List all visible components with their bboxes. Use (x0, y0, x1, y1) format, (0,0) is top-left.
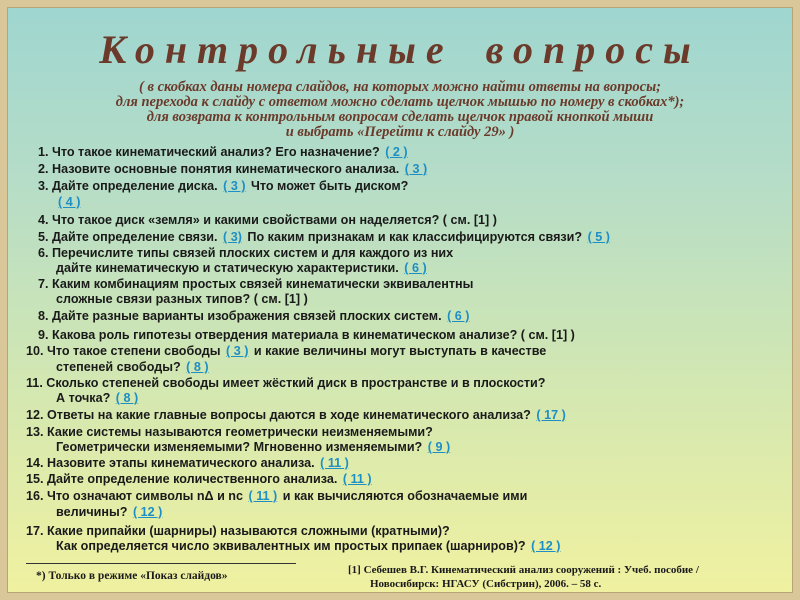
question-14 (26, 455, 351, 471)
slide-link[interactable]: ( 12 ) (531, 539, 561, 553)
question-10-cont (56, 359, 211, 375)
slide-title (8, 26, 792, 73)
question-7-cont (56, 291, 308, 307)
question-text: дайте кинематическую и статическую характеристики. (56, 261, 399, 275)
slide-link[interactable]: ( 8 ) (115, 391, 139, 405)
slide-link[interactable]: ( 6 ) (447, 309, 470, 323)
slide-link[interactable]: ( 2 ) (385, 145, 408, 159)
question-text: Как определяется число эквивалентных им простых припаек (шарниров)? (56, 539, 526, 553)
question-text: 9. Какова роль гипотезы отвердения материала в кинематическом анализе? ( см. [1] ) (38, 328, 575, 342)
question-17-cont (56, 538, 563, 554)
question-text: 6. Перечислите типы связей плоских систем и для каждого из них (38, 246, 454, 260)
question-6-cont (56, 260, 429, 276)
slide-link[interactable]: ( 5 ) (587, 230, 610, 244)
question-text: 4. Что такое диск «земля» и какими свойствами он наделяется? ( см. [1] ) (38, 213, 497, 227)
subtitle-line-2: для перехода к слайду с ответом можно сделать щелчок мышью по номеру в скобках*); (115, 94, 685, 110)
question-11 (26, 375, 545, 391)
question-3 (38, 178, 408, 194)
question-text: 14. Назовите этапы кинематического анализа. (26, 456, 315, 470)
question-text: 13. Какие системы называются геометрически неизменяемыми? (26, 425, 433, 439)
question-text: сложные связи разных типов? ( см. [1] ) (56, 292, 308, 306)
question-text: 10. Что такое степени свободы (26, 344, 221, 358)
slide-link[interactable]: ( 4 ) (58, 195, 81, 209)
slide-link[interactable]: ( 8 ) (186, 360, 209, 374)
subtitle-line-1: ( в скобках даны номера слайдов, на которых можно найти ответы на вопросы; (139, 79, 661, 95)
slide-link[interactable]: ( 3) (223, 230, 242, 244)
question-4 (38, 212, 497, 228)
question-text: 2. Назовите основные понятия кинематического анализа. (38, 162, 400, 176)
question-5 (38, 229, 612, 245)
subtitle-line-4: и выбрать «Перейти к слайду 29» ) (285, 124, 515, 140)
slide-link[interactable]: ( 11 ) (320, 456, 349, 470)
slide-link[interactable]: ( 12 ) (132, 505, 163, 519)
question-text: А точка? (56, 391, 111, 405)
question-15 (26, 471, 374, 487)
question-11-cont (56, 390, 140, 406)
question-8 (38, 308, 471, 324)
question-text: 7. Каким комбинациям простых связей кинематически эквивалентны (38, 277, 474, 291)
question-17 (26, 523, 450, 539)
footnote-right (348, 563, 699, 591)
question-text: 17. Какие припайки (шарниры) называются сложными (кратными)? (26, 524, 450, 538)
title-word-1: Контрольные (99, 27, 454, 72)
question-text-after: Что может быть диском? (251, 179, 409, 193)
subtitle-line-3: для возврата к контрольным вопросам сделать щелчок правой кнопкой мыши (146, 109, 654, 125)
question-text: 12. Ответы на какие главные вопросы даются в ходе кинематического анализа? (26, 408, 531, 422)
question-text: 16. Что означают символы nΔ и nс (26, 489, 244, 503)
slide-link[interactable]: ( 9 ) (427, 440, 451, 454)
footnote-right-line-1: [1] Себешев В.Г. Кинематический анализ сооружений : Учеб. пособие / (348, 564, 699, 576)
question-text: 1. Что такое кинематический анализ? Его назначение? (38, 145, 380, 159)
footnote-left: *) Только в режиме «Показ слайдов» (36, 570, 228, 582)
question-text: 8. Дайте разные варианты изображения связей плоских систем. (38, 309, 442, 323)
question-text: величины? (56, 505, 128, 519)
question-text: Геометрически изменяемыми? Мгновенно изменяемыми? (56, 440, 423, 454)
subtitle (8, 80, 792, 140)
slide-link[interactable]: ( 3 ) (223, 179, 246, 193)
question-text-after: и как вычисляются обозначаемые ими (282, 489, 528, 503)
question-2 (38, 161, 429, 177)
question-text: степеней свободы? (56, 360, 181, 374)
question-16-cont (56, 504, 164, 520)
question-text: 3. Дайте определение диска. (38, 179, 218, 193)
footnote-right-line-2: Новосибирск: НГАСУ (Сибстрин), 2006. – 58 с. (370, 578, 602, 590)
slide-link[interactable]: ( 17 ) (536, 408, 566, 422)
slide-link[interactable]: ( 11 ) (342, 472, 372, 486)
question-13-cont (56, 439, 452, 455)
footnote-divider (26, 563, 296, 564)
question-16 (26, 488, 527, 504)
question-text-after: и какие величины могут выступать в качестве (253, 344, 547, 358)
question-13 (26, 424, 433, 440)
title-word-2: вопросы (485, 27, 701, 72)
question-text: 15. Дайте определение количественного анализа. (26, 472, 338, 486)
question-12 (26, 407, 568, 423)
question-6 (38, 245, 453, 261)
question-9 (38, 327, 575, 343)
slide-link[interactable]: ( 6 ) (404, 261, 427, 275)
question-3-cont (56, 194, 82, 210)
question-text: 11. Сколько степеней свободы имеет жёсткий диск в пространстве и в плоскости? (26, 376, 546, 390)
slide-link[interactable]: ( 3 ) (404, 162, 428, 176)
question-10 (26, 343, 546, 359)
question-text: 5. Дайте определение связи. (38, 230, 218, 244)
slide-link[interactable]: ( 11 ) (248, 489, 278, 503)
question-1 (38, 144, 410, 160)
question-text-after: По каким признакам и как классифицируются связи? (247, 230, 583, 244)
slide-link[interactable]: ( 3 ) (226, 344, 249, 358)
question-7 (38, 276, 473, 292)
